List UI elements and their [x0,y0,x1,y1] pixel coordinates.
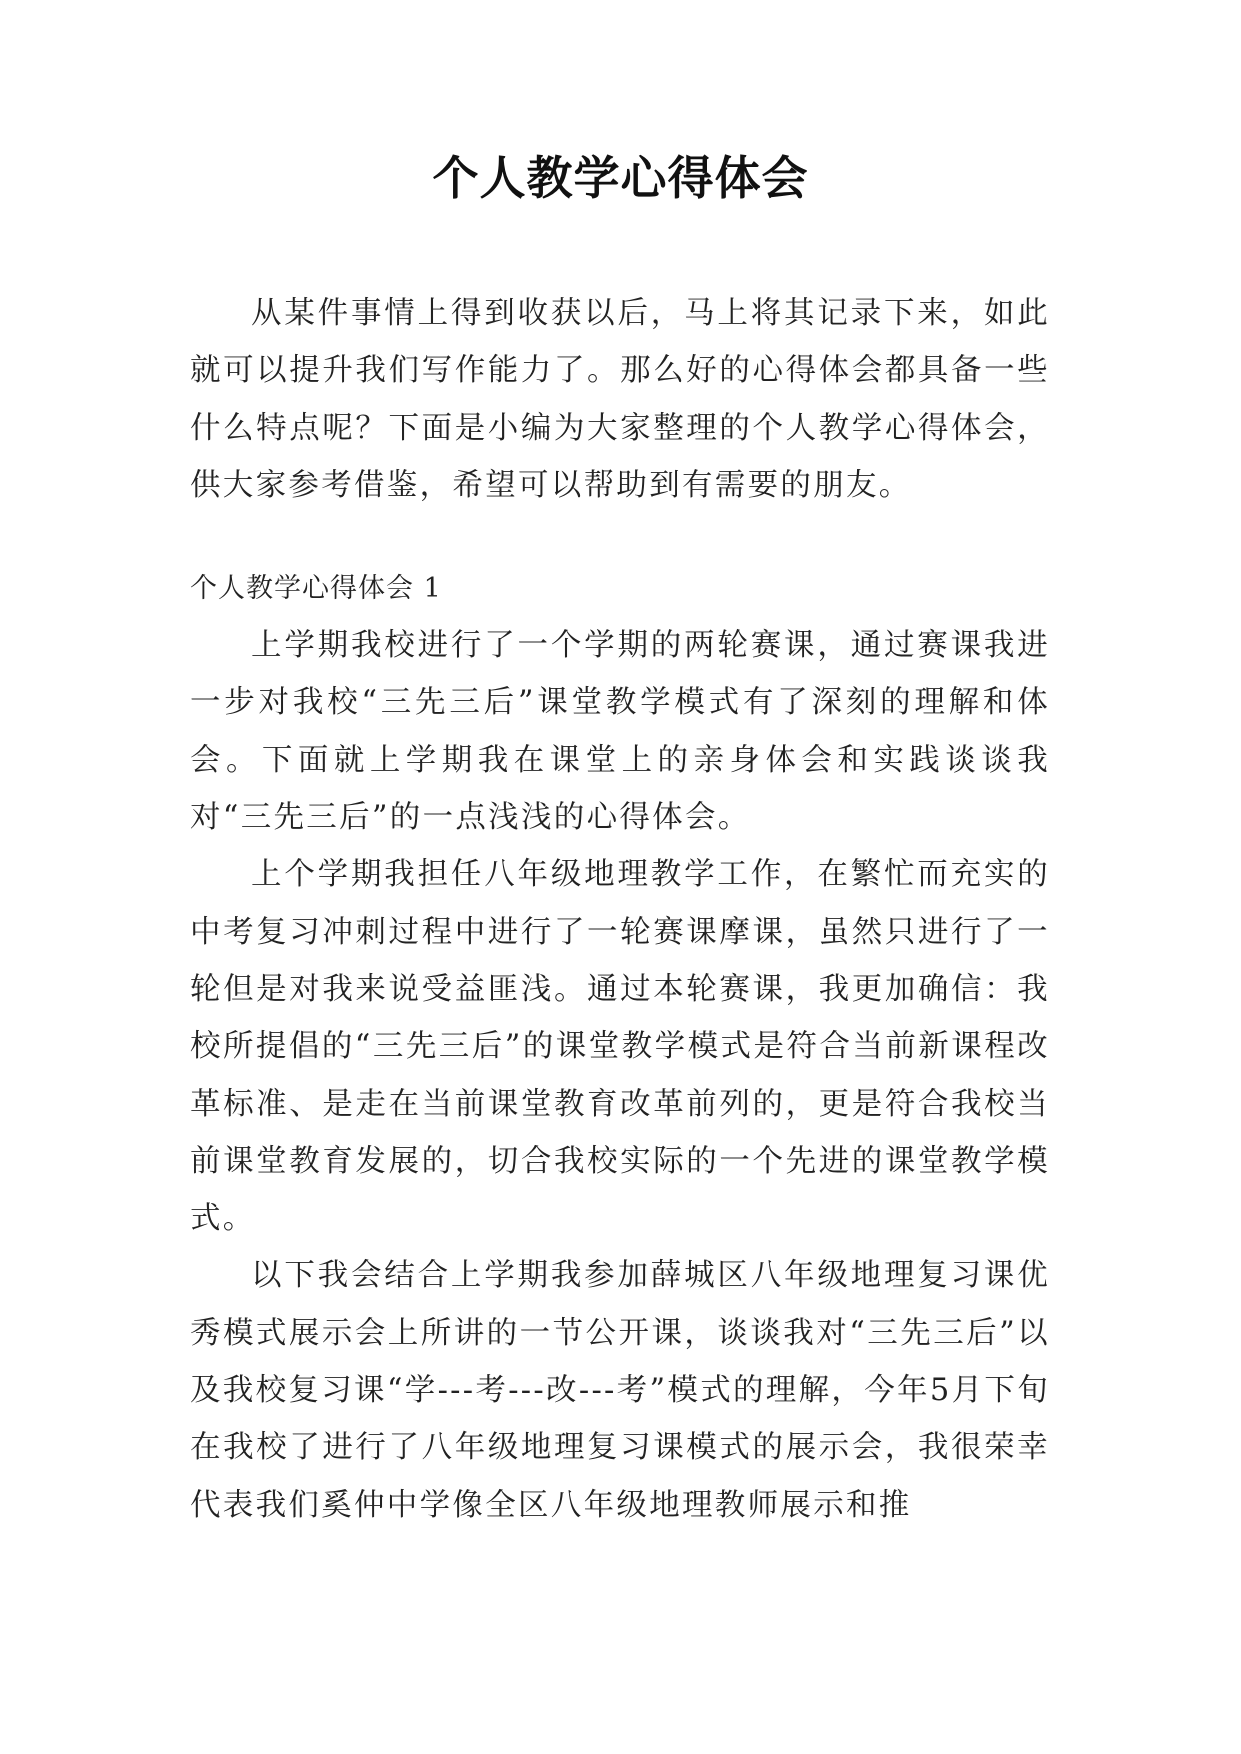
body-paragraph: 以下我会结合上学期我参加薛城区八年级地理复习课优秀模式展示会上所讲的一节公开课，谈谈我对“三先三后”以及我校复习课“学---考---改---考”模式的理解，今年5月下旬在我校了进行了八年级地理复习课模式的展示会，我很荣幸代表我们奚仲中学像全区八年级地理教师展示和推 [190,1258,1050,1523]
section-heading: 个人教学心得体会 1 [190,573,442,605]
document-body [190,285,1050,1534]
body-paragraph: 上学期我校进行了一个学期的两轮赛课，通过赛课我进一步对我校“三先三后”课堂教学模式有了深刻的理解和体会。下面就上学期我在课堂上的亲身体会和实践谈谈我对“三先三后”的一点浅浅的心得体会。 [190,628,1050,836]
body-paragraph: 上个学期我担任八年级地理教学工作，在繁忙而充实的中考复习冲刺过程中进行了一轮赛课摩课，虽然只进行了一轮但是对我来说受益匪浅。通过本轮赛课，我更加确信：我校所提倡的“三先三后”的课堂教学模式是符合当前新课程改革标准、是走在当前课堂教育改革前列的，更是符合我校当前课堂教育发展的，切合我校实际的一个先进的课堂教学模式。 [190,857,1050,1237]
intro-paragraph: 从某件事情上得到收获以后，马上将其记录下来，如此就可以提升我们写作能力了。那么好的心得体会都具备一些什么特点呢？下面是小编为大家整理的个人教学心得体会，供大家参考借鉴，希望可以帮助到有需要的朋友。 [190,296,1050,503]
document-title: 个人教学心得体会 [432,151,809,205]
